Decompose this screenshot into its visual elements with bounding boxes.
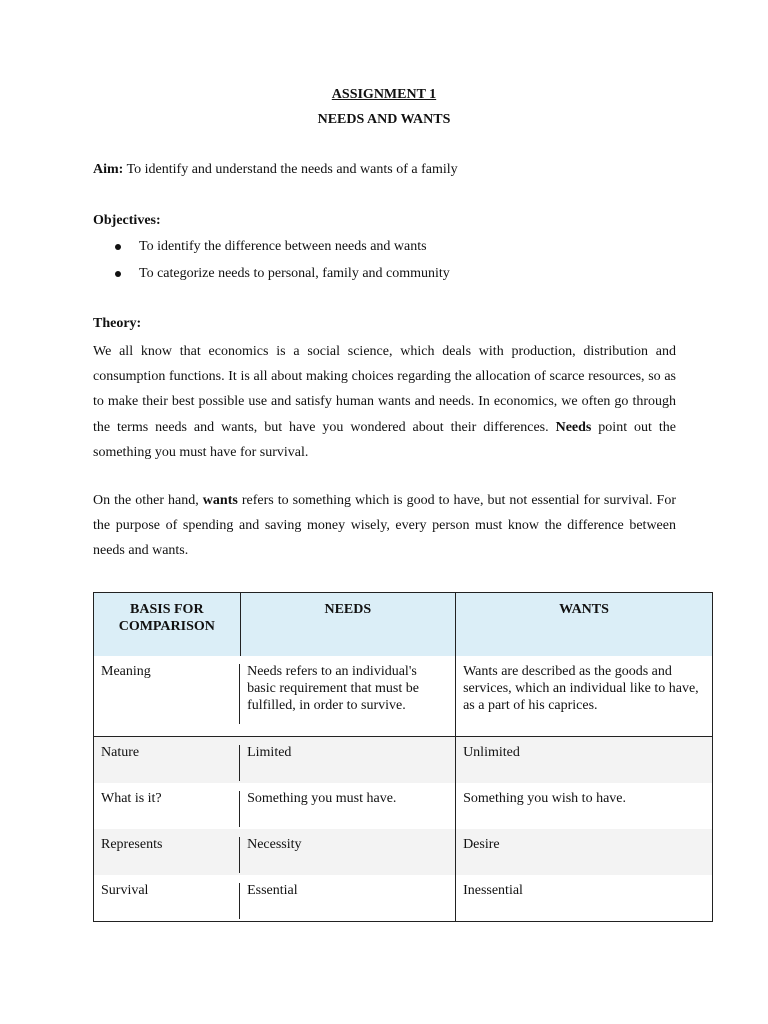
header-cell-needs	[240, 593, 455, 657]
table-cell	[240, 656, 455, 737]
table-cell	[456, 737, 713, 784]
header-wants-label: WANTS	[559, 602, 609, 617]
table-cell	[456, 656, 713, 737]
table-cell	[240, 737, 455, 784]
table-cell	[94, 875, 241, 922]
theory-paragraph-1	[93, 339, 676, 465]
table-cell	[240, 783, 455, 829]
wants-value: Unlimited	[463, 745, 520, 760]
aim-label: Aim:	[93, 162, 124, 177]
needs-value: Something you must have.	[247, 791, 397, 806]
table-cell	[456, 829, 713, 875]
theory-p2-text-b: refers to something which is good to have, but not essential for survival. For the purpose of spending and saving money wisely, every person must know the difference between needs and wants.	[93, 493, 676, 559]
needs-value: Necessity	[247, 837, 302, 852]
table-cell	[240, 829, 455, 875]
theory-p2-text-a: On the other hand,	[93, 493, 203, 508]
table-cell	[456, 783, 713, 829]
theory-p1-text-a: We all know that economics is a social science, which deals with production, distribution and consumption functions. It is all about making choices regarding the allocation of scarce resources, so as to make their best possible use and satisfy human wants and needs. In economics, we often go through the terms needs and wants, but have you wondered about their differences.	[93, 344, 676, 435]
table-cell	[456, 875, 713, 922]
wants-value: Something you wish to have.	[463, 791, 626, 806]
header-needs-label: NEEDS	[324, 602, 372, 617]
header-cell-wants	[456, 593, 713, 657]
theory-p1-bold: Needs	[555, 419, 592, 435]
table-row	[94, 656, 713, 737]
table-cell	[240, 875, 455, 922]
needs-value: Limited	[247, 745, 292, 760]
assignment-subtitle: NEEDS AND WANTS	[317, 112, 451, 127]
row-label: What is it?	[101, 791, 162, 806]
objectives-list	[93, 238, 450, 292]
row-label: Meaning	[101, 664, 151, 679]
needs-value: Needs refers to an individual's basic requirement that must be fulfilled, in order to survive.	[247, 664, 419, 713]
table-cell	[94, 783, 241, 829]
header-cell-basis	[94, 593, 241, 657]
theory-heading: Theory:	[93, 316, 142, 331]
list-item	[93, 238, 450, 265]
table-cell	[94, 656, 241, 737]
row-label: Represents	[101, 837, 163, 852]
row-label: Survival	[101, 883, 149, 898]
wants-value: Desire	[463, 837, 500, 852]
needs-value: Essential	[247, 883, 298, 898]
aim-text: To identify and understand the needs and wants of a family	[123, 162, 458, 177]
table-row	[94, 783, 713, 829]
objective-text: To categorize needs to personal, family and community	[139, 266, 450, 281]
theory-p2-bold: wants	[202, 493, 238, 508]
wants-value: Wants are described as the goods and services, which an individual like to have, as a part of his caprices.	[463, 664, 699, 713]
objectives-heading: Objectives:	[93, 213, 161, 228]
theory-p1-text-b: point out the something you must have for survival.	[93, 419, 676, 460]
table-row	[94, 829, 713, 875]
table-row	[94, 737, 713, 784]
table-cell	[94, 829, 241, 875]
row-label: Nature	[101, 745, 140, 760]
aim-line	[93, 162, 458, 178]
header-basis-label: BASIS FOR COMPARISON	[118, 602, 215, 634]
table-header-row	[94, 593, 713, 657]
wants-value: Inessential	[463, 883, 523, 898]
theory-paragraph-2	[93, 488, 676, 564]
table-cell	[94, 737, 241, 784]
bullet-icon	[115, 244, 121, 250]
assignment-title: ASSIGNMENT 1	[331, 87, 437, 102]
list-item	[93, 265, 450, 292]
bullet-icon	[115, 271, 121, 277]
comparison-table	[93, 592, 713, 922]
table-row	[94, 875, 713, 922]
objective-text: To identify the difference between needs and wants	[139, 239, 427, 254]
